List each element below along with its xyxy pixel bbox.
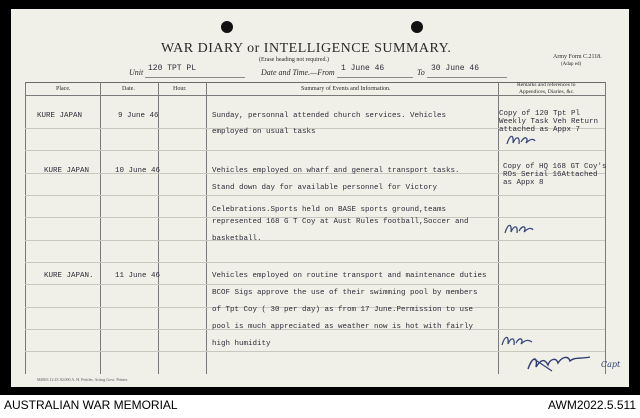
date-label: Date and Time.—From	[261, 68, 335, 77]
entry-summary-line: Celebrations.Sports held on BASE sports ground,teams	[212, 206, 447, 214]
diary-page	[11, 9, 629, 387]
handwritten-initials	[504, 132, 538, 148]
entry-summary-line: Stand down day for available personnel for Victory	[212, 184, 438, 192]
date-to-label: To	[417, 68, 425, 77]
entry-remarks-line: Copy of HQ 168 GT Coy's	[503, 163, 607, 171]
army-form-sub: (Adap ed)	[561, 62, 582, 67]
col-header-remarks: Remarks and references to	[517, 82, 576, 88]
entry-summary-line: Vehicles employed on wharf and general transport tasks.	[212, 167, 460, 175]
officer-signature	[524, 351, 598, 375]
archive-footer	[0, 395, 640, 418]
entry-date: 9 June 46	[118, 112, 159, 120]
entry-date: 11 June 46	[115, 272, 161, 280]
entry-remarks-line: Weekly Task Veh Return	[499, 118, 599, 126]
entry-remarks-line: Copy of 120 Tpt Pl	[499, 110, 581, 118]
date-to-value: 30 June 46	[431, 64, 480, 73]
unit-value: 120 TPT PL	[148, 64, 197, 73]
col-header-date: Date.	[122, 86, 135, 92]
col-header-remarks-2: Appendices, Diaries, &c.	[519, 89, 575, 95]
entry-summary-line: BCOF Sigs approve the use of their swimming pool by members	[212, 289, 478, 297]
printer-imprint: M4863 12.43 30,000 A. H. Pettifer, Acting Govt. Printer.	[37, 377, 129, 382]
date-from-value: 1 June 46	[341, 64, 385, 73]
handwritten-initials	[502, 221, 536, 237]
entry-remarks-line: as Appx 8	[503, 179, 544, 187]
entry-summary-line: basketball.	[212, 235, 262, 243]
entry-summary-line: high humidity	[212, 340, 271, 348]
punch-hole	[221, 21, 233, 33]
col-header-summary: Summary of Events and Information.	[301, 86, 391, 92]
archive-name: AUSTRALIAN WAR MEMORIAL	[4, 398, 178, 412]
entry-summary-line: pool is much appreciated as weather now is hot with fairly	[212, 323, 474, 331]
entry-place: KURE JAPAN	[37, 112, 83, 120]
handwritten-initials	[499, 333, 535, 349]
entry-place: KURE JAPAN	[44, 167, 90, 175]
entry-remarks-line: attached as Appx 7	[499, 126, 581, 134]
signature-rank: Capt	[601, 360, 621, 369]
entry-place: KURE JAPAN.	[44, 272, 94, 280]
form-title: WAR DIARY or INTELLIGENCE SUMMARY.	[161, 41, 452, 56]
col-header-hour: Hour.	[173, 86, 187, 92]
entry-summary-line: Sunday, personnal attended church services. Vehicles	[212, 112, 447, 120]
entry-summary-line: Vehicles employed on routine transport and maintenance duties	[212, 272, 487, 280]
unit-label: Unit	[129, 68, 144, 77]
entry-summary-line: employed on usual tasks	[212, 128, 316, 136]
entry-summary-line: represented 168 G T Coy at Aust Rules football,Soccer and	[212, 218, 469, 226]
entry-summary-line: of Tpt Coy ( 30 per day) as from 17 June.Permission to use	[212, 306, 474, 314]
entry-remarks-line: ROs Serial 16Attached	[503, 171, 598, 179]
entry-date: 10 June 46	[115, 167, 161, 175]
accession-number: AWM2022.5.511	[547, 398, 636, 412]
col-header-place: Place.	[56, 86, 71, 92]
army-form-number: Army Form C.2118.	[553, 54, 602, 60]
form-subtitle: (Erase heading not required.)	[259, 57, 329, 63]
punch-hole	[411, 21, 423, 33]
